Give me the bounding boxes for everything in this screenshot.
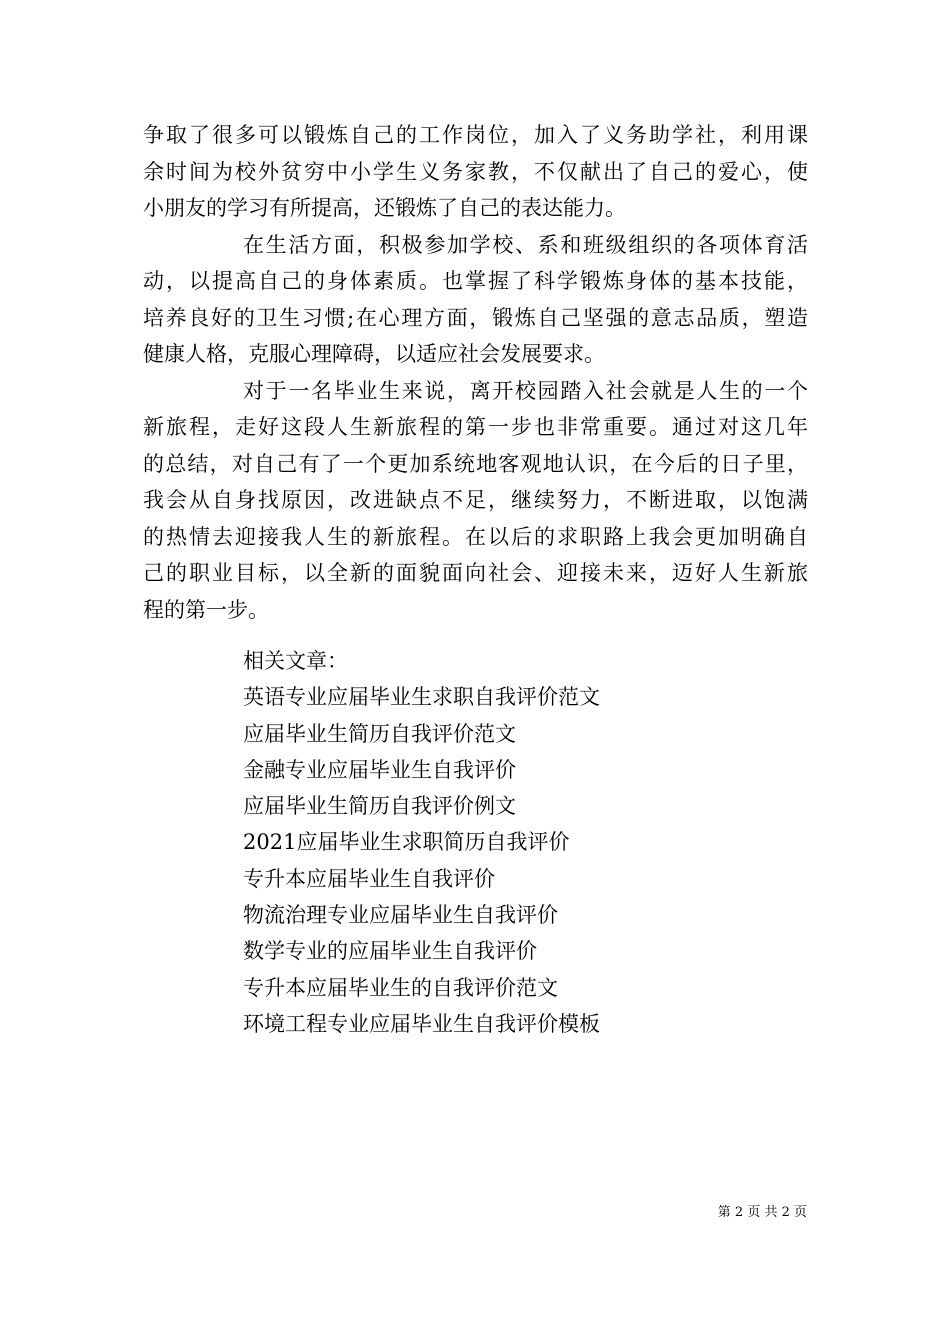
paragraph-line: 小朋友的学习有所提高，还锻炼了自己的表达能力。 (143, 196, 626, 220)
related-article-link[interactable]: 应届毕业生简历自我评价例文 (243, 794, 516, 819)
related-article-link[interactable]: 英语专业应届毕业生求职自我评价范文 (243, 685, 600, 710)
paragraph-line: 在生活方面，积极参加学校、系和班级组织的各项体育活 (243, 232, 808, 257)
related-articles (243, 643, 600, 1042)
related-article-link[interactable]: 专升本应届毕业生自我评价 (243, 866, 495, 891)
related-heading: 相关文章： (243, 649, 348, 673)
related-article-link[interactable]: 金融专业应届毕业生自我评价 (243, 757, 516, 782)
related-article-link[interactable]: 物流治理专业应届毕业生自我评价 (243, 903, 558, 928)
paragraph-line: 动，以提高自己的身体素质。也掌握了科学锻炼身体的基本技能， (143, 269, 808, 293)
paragraph-line: 对于一名毕业生来说，离开校园踏入社会就是人生的一个 (243, 378, 808, 403)
paragraph-line: 己的职业目标，以全新的面貌面向社会、迎接未来，迈好人生新旅 (143, 561, 808, 585)
related-article-link[interactable]: 数学专业的应届毕业生自我评价 (243, 939, 537, 964)
paragraph-line: 的热情去迎接我人生的新旅程。在以后的求职路上我会更加明确自 (143, 524, 808, 549)
paragraph-line: 我会从自身找原因，改进缺点不足，继续努力，不断进取，以饱满 (143, 488, 808, 512)
paragraph-line: 培养良好的卫生习惯;在心理方面，锻炼自己坚强的意志品质，塑造 (143, 305, 808, 330)
related-article-link[interactable]: 应届毕业生简历自我评价范文 (243, 721, 516, 746)
body-text (143, 117, 808, 628)
paragraph-line: 争取了很多可以锻炼自己的工作岗位，加入了义务助学社，利用课 (143, 123, 808, 147)
related-article-link[interactable]: 专升本应届毕业生的自我评价范文 (243, 975, 558, 1000)
paragraph-line: 健康人格，克服心理障碍，以适应社会发展要求。 (143, 342, 605, 366)
page-number: 第 2 页 共 2 页 (717, 1205, 807, 1220)
paragraph-line: 的总结，对自己有了一个更加系统地客观地认识，在今后的日子里， (143, 451, 808, 476)
related-article-link[interactable]: 环境工程专业应届毕业生自我评价模板 (243, 1011, 600, 1036)
paragraph-line: 余时间为校外贫穷中小学生义务家教，不仅献出了自己的爱心，使 (143, 159, 808, 184)
paragraph-line: 程的第一步。 (143, 597, 269, 622)
related-article-link[interactable]: 2021应届毕业生求职简历自我评价 (243, 830, 570, 855)
paragraph-line: 新旅程，走好这段人生新旅程的第一步也非常重要。通过对这几年 (143, 415, 808, 439)
